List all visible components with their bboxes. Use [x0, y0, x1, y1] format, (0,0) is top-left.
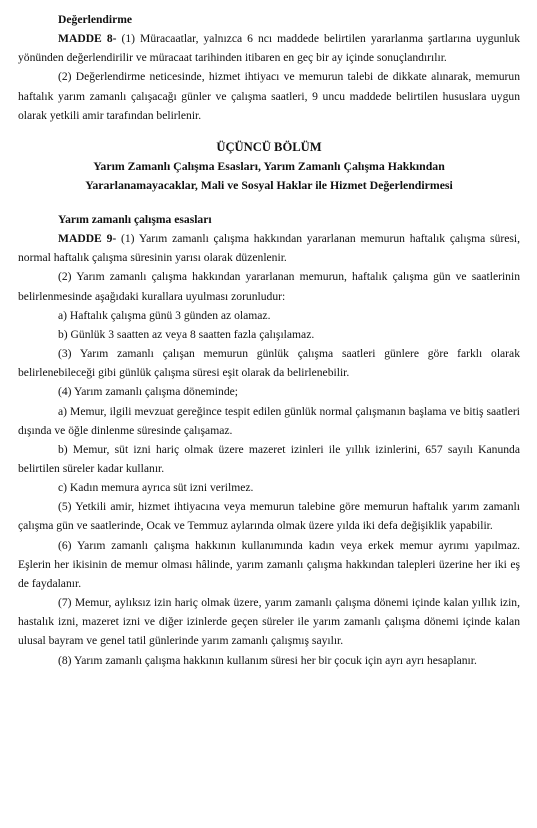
part-subtitle-line-2: Yararlanamayacaklar, Mali ve Sosyal Haklar ile Hizmet Değerlendirmesi — [85, 178, 453, 193]
madde-9-paragraph-8: (8) Yarım zamanlı çalışma hakkının kullanım süresi her bir çocuk için ayrı ayrı hesaplanır. — [58, 653, 477, 667]
madde-9-label: MADDE 9- — [58, 232, 117, 246]
section-heading-degerlendirme: Değerlendirme — [58, 13, 133, 26]
part-subtitle-line-1: Yarım Zamanlı Çalışma Esasları, Yarım Zamanlı Çalışma Hakkından — [93, 158, 445, 173]
madde-9-paragraph-5: (5) Yetkili amir, hizmet ihtiyacına veya memurun talebine göre memurun haftalık yarım zamanlı çalışma gün ve saatlerinde, Ocak ve Temmuz aylarında olmak üzere yılda iki defa değişiklik yapabilir. — [18, 500, 520, 533]
madde-8-paragraph-2: (2) Değerlendirme neticesinde, hizmet ihtiyacı ve memurun talebi de dikkate alınarak, memurun haftalık yarım zamanlı çalışacağı günler ve çalışma saatleri, 9 uncu maddede belirtilen hususlara uygun olarak yetkili amir tarafından belirlenir. — [18, 70, 520, 122]
madde-9-item-4c: c) Kadın memura ayrıca süt izni verilmez. — [58, 481, 254, 495]
madde-8-text: (1) Müracaatlar, yalnızca 6 ncı maddede belirtilen yararlanma şartlarına uygunluk yönünden değerlendirilir ve müracaat tarihinden itibaren en geç bir ay içinde sonuçlandırılır. — [18, 32, 520, 65]
madde-9-paragraph-6: (6) Yarım zamanlı çalışma hakkının kullanımında kadın veya erkek memur ayrımı yapılmaz. Eşlerin her ikisinin de memur olması hâlinde, yarım zamanlı çalışma hakkından talepleri üzerine her iki eş de faydalanır. — [18, 538, 520, 590]
madde-9-item-b: b) Günlük 3 saatten az veya 8 saatten fazla çalışılamaz. — [58, 327, 315, 341]
madde-9-item-4a: a) Memur, ilgili mevzuat gereğince tespit edilen günlük normal çalışmanın başlama ve bitiş saatleri dışında ve öğle dinlenme süresinde çalışamaz. — [18, 404, 520, 437]
section-heading-yarim-zamanli: Yarım zamanlı çalışma esasları — [58, 212, 212, 226]
madde-9-paragraph-3: (3) Yarım zamanlı çalışan memurun günlük çalışma saatleri günlere göre farklı olarak belirlenebileceği gibi günlük çalışma süresi eşit olarak da belirlenebilir. — [18, 347, 520, 380]
madde-9-text: (1) Yarım zamanlı çalışma hakkından yararlanan memurun haftalık çalışma süresi, normal haftalık çalışma süresinin yarısı olarak düzenlenir. — [18, 232, 521, 265]
madde-9-paragraph-4: (4) Yarım zamanlı çalışma döneminde; — [58, 385, 238, 399]
madde-9-paragraph-7: (7) Memur, aylıksız izin hariç olmak üzere, yarım zamanlı çalışma dönemi içinde kalan yıllık izin, hastalık izni, mazeret izni ve diğer izinlerde geçen süreler ile yarım zamanlı çalışma dönemi içinde kalan ulusal bayram ve genel tatil günlerinde yarım zamanlı çalışmış sayılır. — [18, 596, 520, 648]
madde-9-item-a: a) Haftalık çalışma günü 3 günden az olamaz. — [58, 308, 271, 322]
madde-8-label: MADDE 8- — [58, 32, 117, 46]
madde-9-paragraph-1 — [18, 229, 520, 267]
madde-8-paragraph-1 — [18, 29, 520, 67]
part-title: ÜÇÜNCÜ BÖLÜM — [216, 139, 322, 154]
madde-9-paragraph-2: (2) Yarım zamanlı çalışma hakkından yararlanan memurun, haftalık çalışma gün ve saatlerinin belirlenmesinde aşağıdaki kurallara uyulması zorunludur: — [18, 270, 520, 303]
madde-9-item-4b: b) Memur, süt izni hariç olmak üzere mazeret izinleri ile yıllık izinlerini, 657 sayılı Kanunda belirtilen süreler kadar kullanır. — [18, 442, 520, 475]
